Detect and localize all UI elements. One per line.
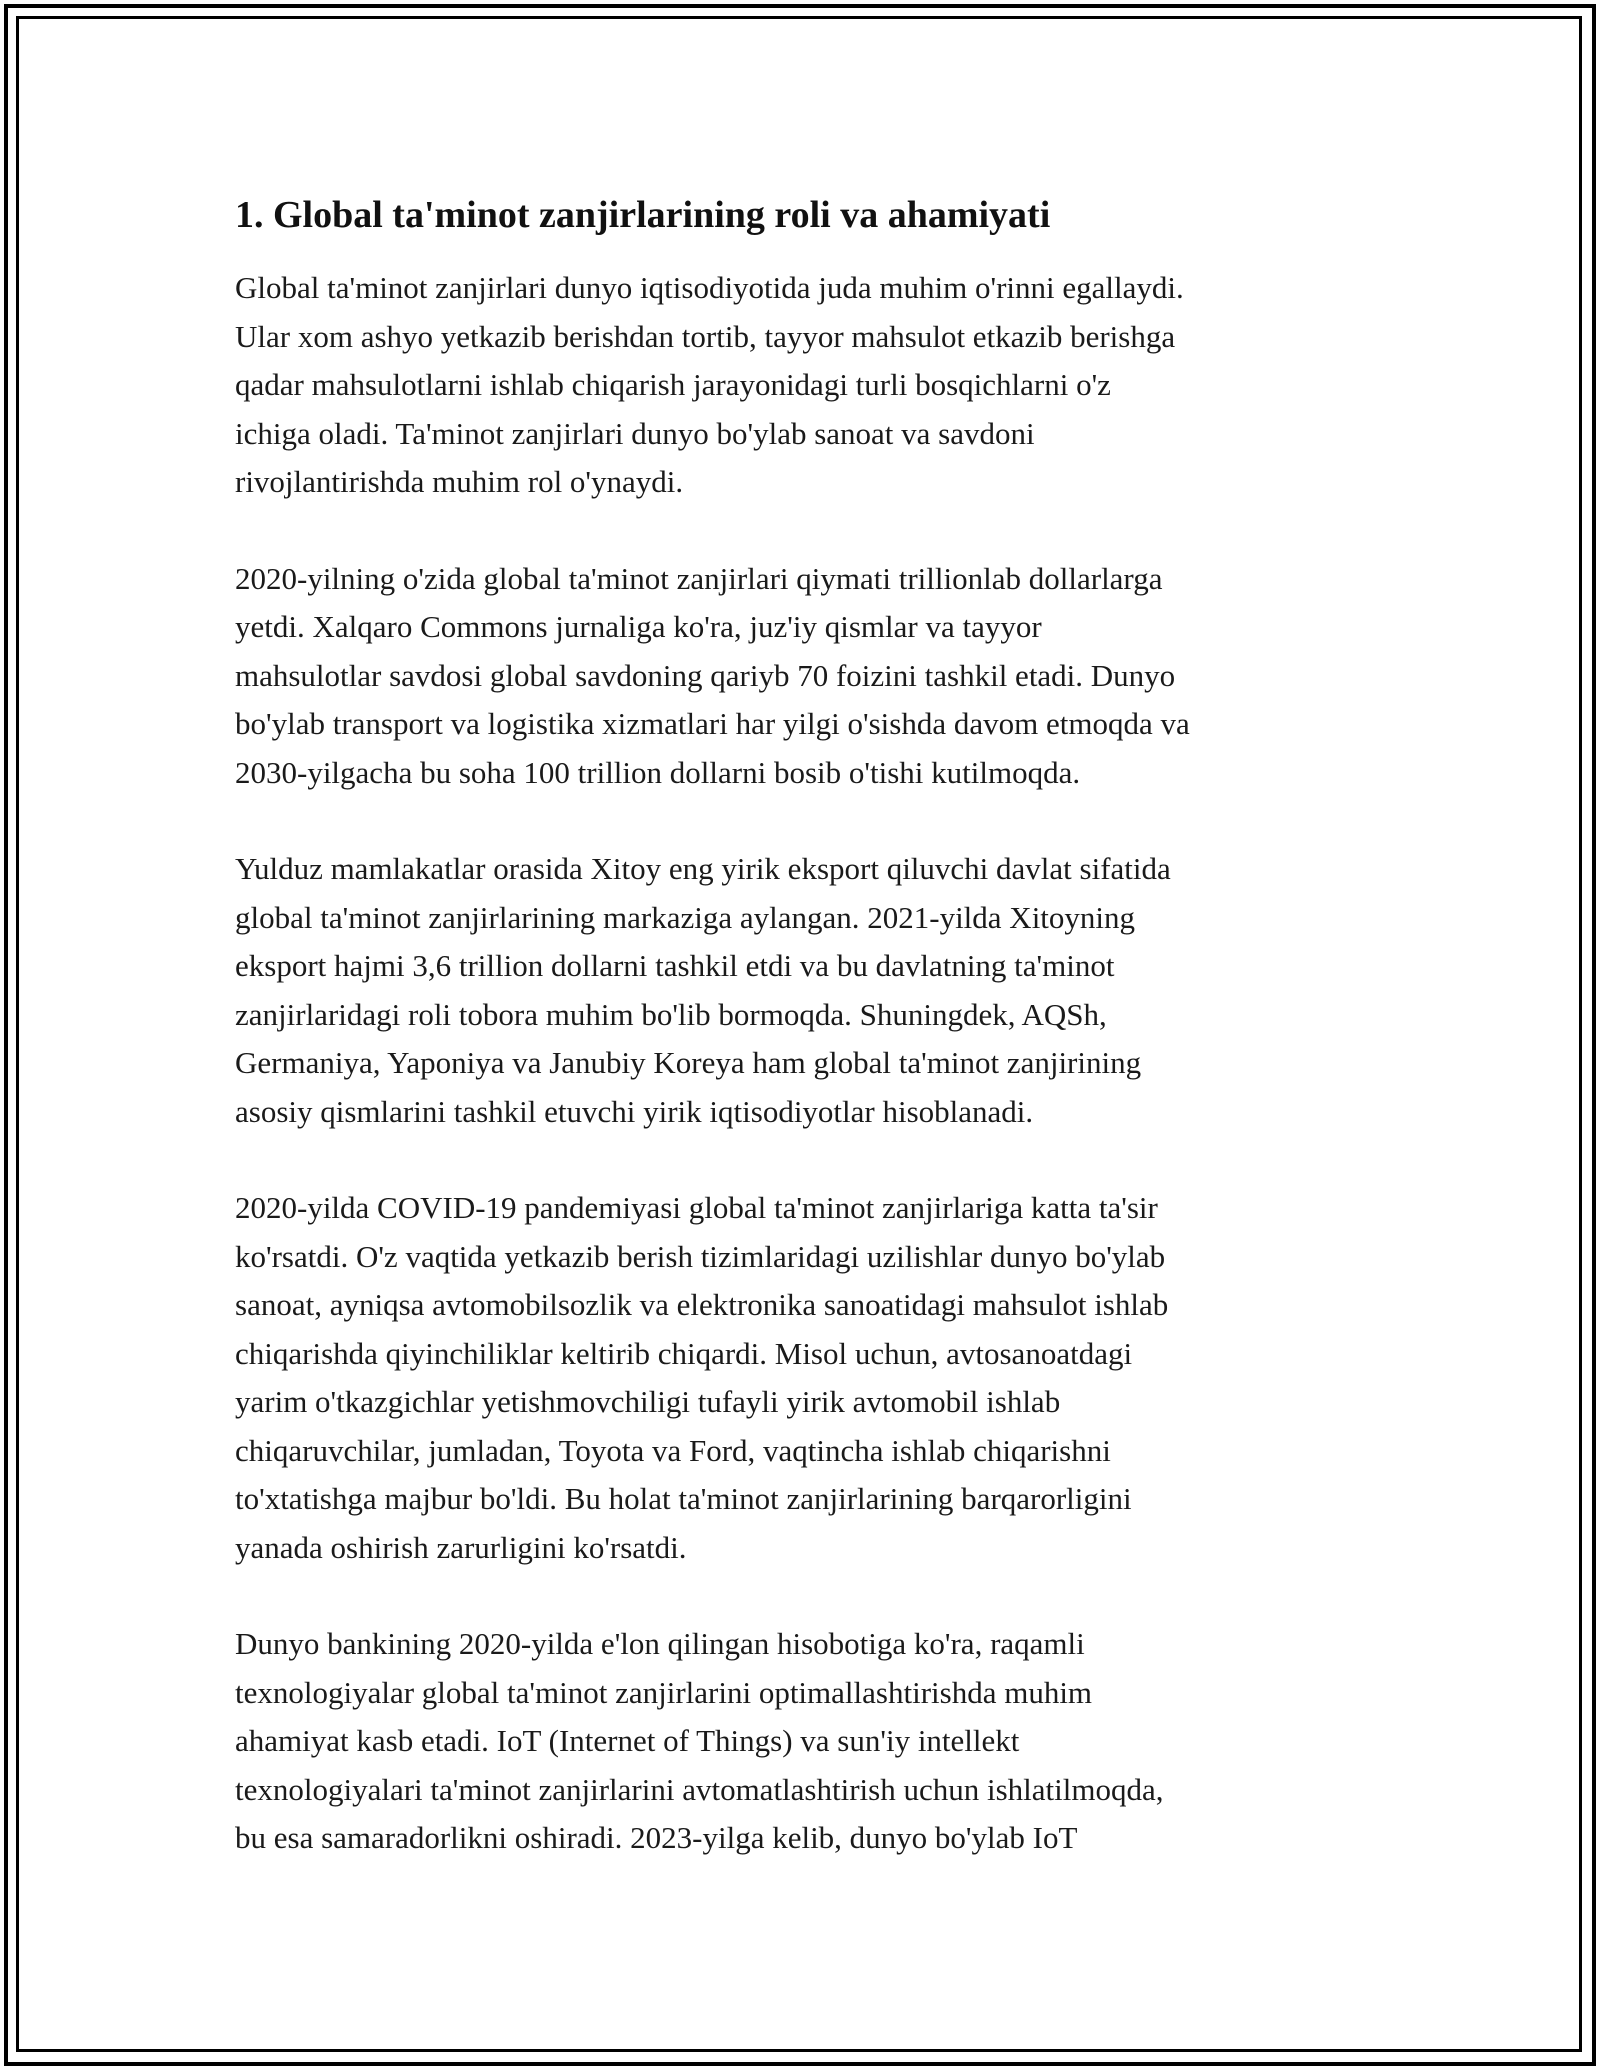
text-line: qadar mahsulotlarni ishlab chiqarish jarayonidagi turli bosqichlarni o'z bbox=[235, 367, 1111, 402]
paragraph-5 bbox=[235, 1620, 1375, 1863]
text-line: chiqaruvchilar, jumladan, Toyota va Ford, vaqtincha ishlab chiqarishni bbox=[235, 1432, 1111, 1468]
text-line: Ular xom ashyo yetkazib berishdan tortib, tayyor mahsulot etkazib berishga bbox=[235, 318, 1176, 354]
text-line: 2020-yilda COVID-19 pandemiyasi global ta'minot zanjirlariga katta ta'sir bbox=[235, 1190, 1158, 1225]
paragraph-4 bbox=[235, 1184, 1375, 1572]
text-line: Global ta'minot zanjirlari dunyo iqtisodiyotida juda muhim o'rinni egallaydi. bbox=[235, 270, 1184, 305]
text-line: Germaniya, Yaponiya va Janubiy Koreya ham global ta'minot zanjirining bbox=[235, 1045, 1142, 1080]
text-line: yetdi. Xalqaro Commons jurnaliga ko'ra, juz'iy qismlar va tayyor bbox=[235, 609, 1042, 644]
text-line: rivojlantirishda muhim rol o'ynaydi. bbox=[235, 464, 684, 499]
paragraph-1 bbox=[235, 264, 1375, 507]
text-line: eksport hajmi 3,6 trillion dollarni tashkil etdi va bu davlatning ta'minot bbox=[235, 948, 1115, 983]
text-line: texnologiyalari ta'minot zanjirlarini avtomatlashtirish uchun ishlatilmoqda, bbox=[235, 1771, 1164, 1807]
text-line: bu esa samaradorlikni oshiradi. 2023-yilga kelib, dunyo bo'ylab IoT bbox=[235, 1820, 1078, 1855]
section-heading: 1. Global ta'minot zanjirlarining roli va ahamiyati bbox=[235, 194, 1051, 236]
paragraph-2 bbox=[235, 555, 1375, 798]
text-line: sanoat, ayniqsa avtomobilsozlik va elektronika sanoatidagi mahsulot ishlab bbox=[235, 1287, 1169, 1322]
text-line: yanada oshirish zarurligini ko'rsatdi. bbox=[235, 1529, 687, 1565]
text-line: ko'rsatdi. O'z vaqtida yetkazib berish tizimlaridagi uzilishlar dunyo bo'ylab bbox=[235, 1238, 1166, 1274]
text-line: ichiga oladi. Ta'minot zanjirlari dunyo bo'ylab sanoat va savdoni bbox=[235, 415, 1035, 451]
text-line: Yulduz mamlakatlar orasida Xitoy eng yirik eksport qiluvchi davlat sifatida bbox=[235, 851, 1171, 886]
paragraph-3 bbox=[235, 845, 1375, 1136]
text-line: global ta'minot zanjirlarining markaziga aylangan. 2021-yilda Xitoyning bbox=[235, 899, 1136, 935]
text-line: zanjirlaridagi roli tobora muhim bo'lib bormoqda. Shuningdek, AQSh, bbox=[235, 996, 1107, 1032]
text-line: yarim o'tkazgichlar yetishmovchiligi tufayli yirik avtomobil ishlab bbox=[235, 1384, 1061, 1419]
text-line: Dunyo bankining 2020-yilda e'lon qilingan hisobotiga ko'ra, raqamli bbox=[235, 1626, 1085, 1661]
text-line: 2020-yilning o'zida global ta'minot zanjirlari qiymati trillionlab dollarlarga bbox=[235, 560, 1163, 596]
text-line: to'xtatishga majbur bo'ldi. Bu holat ta'minot zanjirlarining barqarorligini bbox=[235, 1481, 1132, 1516]
text-line: ahamiyat kasb etadi. IoT (Internet of Things) va sun'iy intellekt bbox=[235, 1723, 1020, 1758]
text-line: chiqarishda qiyinchiliklar keltirib chiqardi. Misol uchun, avtosanoatdagi bbox=[235, 1335, 1133, 1371]
text-line: mahsulotlar savdosi global savdoning qariyb 70 foizini tashkil etadi. Dunyo bbox=[235, 657, 1176, 693]
text-line: texnologiyalar global ta'minot zanjirlarini optimallashtirishda muhim bbox=[235, 1674, 1093, 1710]
text-line: 2030-yilgacha bu soha 100 trillion dollarni bosib o'tishi kutilmoqda. bbox=[235, 754, 1081, 790]
text-line: bo'ylab transport va logistika xizmatlari har yilgi o'sishda davom etmoqda va bbox=[235, 706, 1190, 741]
text-line: asosiy qismlarini tashkil etuvchi yirik iqtisodiyotlar hisoblanadi. bbox=[235, 1093, 1034, 1129]
document-body bbox=[235, 186, 1375, 1863]
